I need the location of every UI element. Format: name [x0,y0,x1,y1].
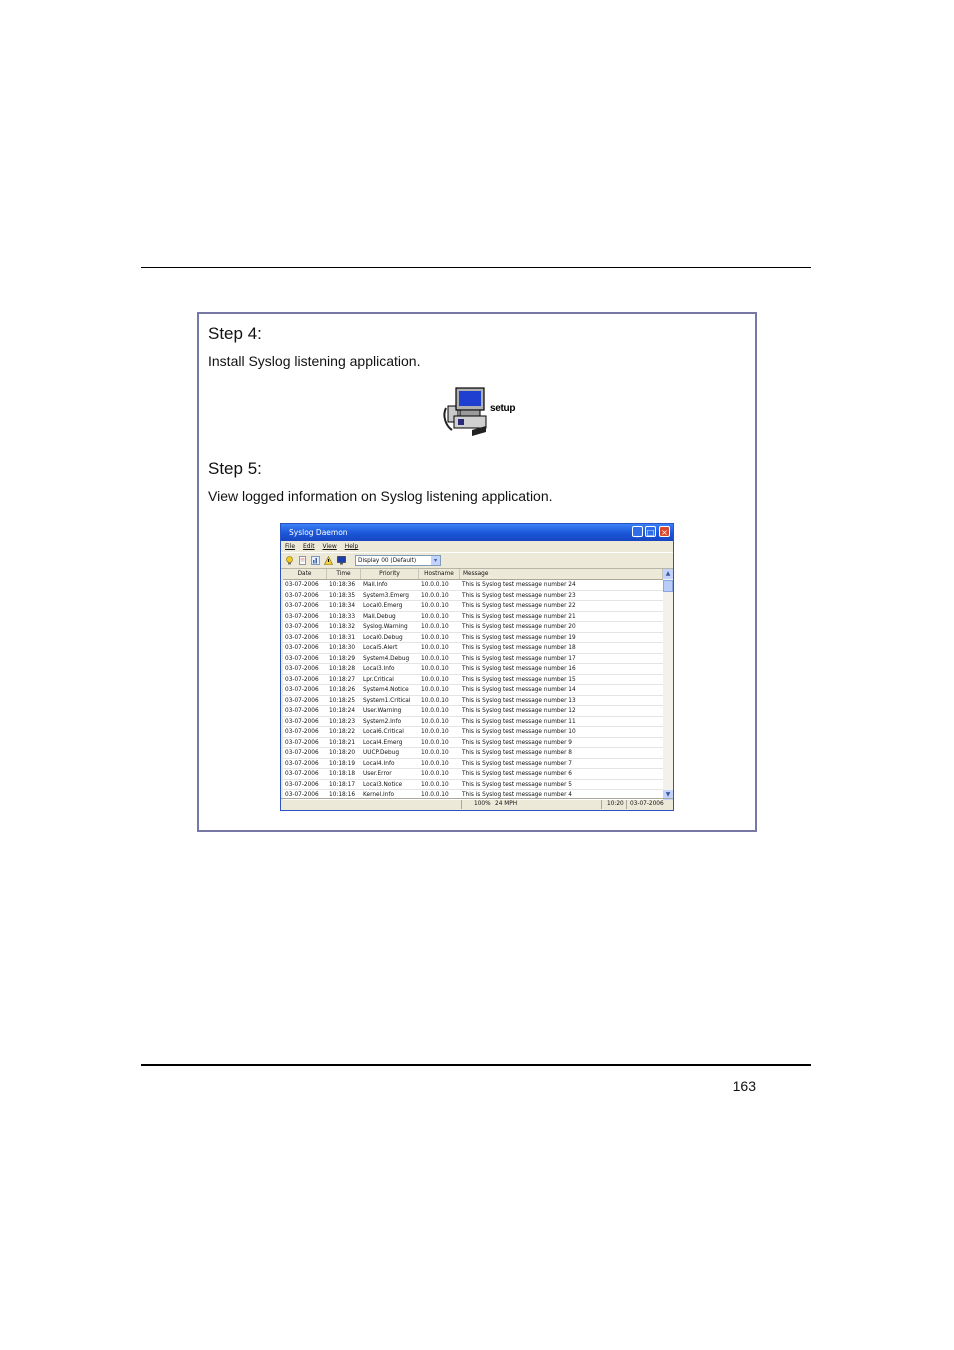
cell-priority: Mail.Info [363,582,388,588]
chart-icon[interactable] [311,556,320,565]
document-icon[interactable] [298,556,307,565]
cell-priority: System4.Debug [363,655,410,662]
scroll-thumb[interactable] [663,580,673,592]
table-row[interactable] [283,643,663,654]
table-row[interactable] [283,696,663,707]
cell-date: 03-07-2006 [285,739,319,746]
cell-priority: Local5.Alert [363,645,398,651]
cell-priority: System2.Info [363,718,402,725]
display-select[interactable] [355,555,441,566]
step5-text: View logged information on Syslog listening application. [208,488,553,504]
cell-priority: System4.Notice [363,687,409,693]
column-date[interactable]: Date [283,569,327,579]
cell-date: 03-07-2006 [285,687,319,693]
cell-date: 03-07-2006 [285,634,319,641]
cell-priority: Kernel.Info [363,792,395,798]
table-row[interactable] [283,580,663,591]
cell-time: 10:18:33 [329,613,356,620]
table-row[interactable] [283,612,663,623]
cell-date: 03-07-2006 [285,781,319,788]
lightbulb-icon[interactable] [285,556,294,565]
monitor-icon[interactable] [337,556,346,565]
status-date: 03-07-2006 [630,801,664,807]
cell-message: This is Syslog test message number 16 [462,666,576,672]
window-title: Syslog Daemon [289,528,348,537]
menu-view[interactable]: View [322,543,337,550]
syslog-window [280,523,674,811]
cell-date: 03-07-2006 [285,592,319,599]
display-select-value: Display 00 (Default) [358,558,417,564]
cell-time: 10:18:27 [329,676,356,683]
cell-priority: Local0.Emerg [363,603,403,609]
cell-date: 03-07-2006 [285,760,319,767]
cell-hostname: 10.0.0.10 [421,697,449,704]
menu-help[interactable]: Help [344,543,359,550]
cell-priority: Lpr.Critical [363,676,394,683]
table-row[interactable] [283,748,663,759]
scroll-down-icon[interactable]: ▼ [663,790,673,800]
cell-message: This is Syslog test message number 10 [462,729,576,735]
cell-time: 10:18:35 [329,592,356,599]
table-row[interactable] [283,664,663,675]
cell-message: This is Syslog test message number 15 [462,676,576,683]
cell-priority: Local4.Emerg [363,739,403,746]
cell-hostname: 10.0.0.10 [421,666,449,672]
cell-priority: Syslog.Warning [363,624,408,630]
cell-time: 10:18:21 [329,739,356,746]
cell-time: 10:18:24 [329,708,356,714]
cell-date: 03-07-2006 [285,624,319,630]
table-row[interactable] [283,633,663,644]
cell-message: This is Syslog test message number 6 [462,771,572,777]
cell-time: 10:18:28 [329,666,356,672]
cell-date: 03-07-2006 [285,771,319,777]
cell-message: This is Syslog test message number 13 [462,697,576,704]
cell-date: 03-07-2006 [285,750,319,756]
chevron-down-icon[interactable]: ▾ [431,556,440,565]
cell-time: 10:18:17 [329,781,356,788]
cell-date: 03-07-2006 [285,613,319,620]
step5-heading: Step 5: [208,459,262,478]
cell-hostname: 10.0.0.10 [421,781,449,788]
status-bar [281,798,673,810]
cell-message: This is Syslog test message number 8 [462,750,572,756]
status-percent: 100% [474,801,491,807]
vertical-scrollbar[interactable] [663,569,673,800]
cell-time: 10:18:25 [329,697,356,704]
cell-date: 03-07-2006 [285,655,319,662]
cell-date: 03-07-2006 [285,603,319,609]
log-table [283,569,663,800]
cell-time: 10:18:22 [329,729,356,735]
setup-label: setup [490,403,516,414]
menu-edit[interactable]: Edit [302,543,315,550]
header-rule [141,267,811,268]
table-row[interactable] [283,685,663,696]
window-titlebar[interactable] [281,524,673,541]
menu-bar [281,541,673,552]
cell-message: This is Syslog test message number 17 [462,655,576,662]
cell-priority: Local3.Info [363,666,395,672]
cell-priority: Mail.Debug [363,613,396,620]
cell-hostname: 10.0.0.10 [421,739,449,746]
cell-priority: System3.Emerg [363,592,409,599]
cell-message: This is Syslog test message number 21 [462,613,576,620]
cell-priority: User.Warning [363,708,402,714]
minimize-button[interactable]: _ [632,526,643,537]
footer-rule [141,1064,811,1066]
table-header [283,569,663,580]
cell-hostname: 10.0.0.10 [421,613,449,620]
cell-message: This is Syslog test message number 12 [462,708,576,714]
table-row[interactable] [283,622,663,633]
warning-icon[interactable] [324,556,333,565]
cell-date: 03-07-2006 [285,645,319,651]
step4-heading: Step 4: [208,324,262,343]
cell-priority: Local0.Debug [363,634,403,641]
cell-hostname: 10.0.0.10 [421,634,449,641]
cell-hostname: 10.0.0.10 [421,655,449,662]
table-row[interactable] [283,591,663,602]
cell-hostname: 10.0.0.10 [421,687,449,693]
instructions-panel [197,312,757,832]
cell-priority: Local6.Critical [363,729,404,735]
cell-time: 10:18:32 [329,624,356,630]
column-hostname[interactable]: Hostname [419,569,460,579]
cell-hostname: 10.0.0.10 [421,708,449,714]
cell-time: 10:18:18 [329,771,356,777]
cell-priority: Local4.Info [363,760,395,767]
cell-hostname: 10.0.0.10 [421,771,449,777]
cell-date: 03-07-2006 [285,582,319,588]
cell-date: 03-07-2006 [285,792,319,798]
cell-hostname: 10.0.0.10 [421,624,449,630]
cell-hostname: 10.0.0.10 [421,603,449,609]
cell-time: 10:18:34 [329,603,356,609]
cell-time: 10:18:20 [329,750,356,756]
table-row[interactable] [283,717,663,728]
cell-time: 10:18:23 [329,718,356,725]
cell-message: This is Syslog test message number 14 [462,687,576,693]
column-priority[interactable]: Priority [361,569,419,579]
cell-hostname: 10.0.0.10 [421,718,449,725]
cell-message: This is Syslog test message number 9 [462,739,572,746]
table-row[interactable] [283,759,663,770]
cell-hostname: 10.0.0.10 [421,760,449,767]
cell-hostname: 10.0.0.10 [421,729,449,735]
table-row[interactable] [283,601,663,612]
step4-text: Install Syslog listening application. [208,353,421,369]
cell-time: 10:18:30 [329,645,356,651]
status-rate: 24 MPH [495,801,518,807]
cell-date: 03-07-2006 [285,718,319,725]
cell-time: 10:18:19 [329,760,356,767]
cell-hostname: 10.0.0.10 [421,750,449,756]
column-time[interactable]: Time [327,569,361,579]
table-row[interactable] [283,769,663,780]
table-row[interactable] [283,706,663,717]
cell-message: This is Syslog test message number 11 [462,718,576,725]
page-number: 163 [732,1078,756,1094]
cell-date: 03-07-2006 [285,708,319,714]
cell-message: This is Syslog test message number 22 [462,603,576,609]
table-body [283,580,663,800]
toolbar [281,552,673,569]
cell-message: This is Syslog test message number 5 [462,781,572,788]
cell-time: 10:18:16 [329,792,356,798]
cell-date: 03-07-2006 [285,666,319,672]
cell-hostname: 10.0.0.10 [421,676,449,683]
cell-message: This is Syslog test message number 23 [462,592,576,599]
status-time: 10:20 [607,801,624,807]
cell-date: 03-07-2006 [285,729,319,735]
cell-hostname: 10.0.0.10 [421,592,449,599]
table-row[interactable] [283,675,663,686]
cell-time: 10:18:36 [329,582,356,588]
cell-time: 10:18:26 [329,687,356,693]
cell-date: 03-07-2006 [285,697,319,704]
cell-hostname: 10.0.0.10 [421,792,449,798]
cell-priority: System1.Critical [363,697,411,704]
table-row[interactable] [283,738,663,749]
maximize-button[interactable]: □ [646,528,655,537]
cell-hostname: 10.0.0.10 [421,645,449,651]
table-row[interactable] [283,780,663,791]
cell-message: This is Syslog test message number 18 [462,645,576,651]
cell-priority: Local3.Notice [363,781,403,788]
close-button[interactable]: × [659,526,670,537]
cell-time: 10:18:29 [329,655,356,662]
cell-time: 10:18:31 [329,634,356,641]
cell-message: This is Syslog test message number 20 [462,624,576,630]
cell-message: This is Syslog test message number 4 [462,792,572,798]
cell-priority: User.Error [363,771,392,777]
cell-message: This is Syslog test message number 7 [462,760,572,767]
scroll-up-icon[interactable]: ▲ [663,569,673,579]
cell-message: This is Syslog test message number 19 [462,634,576,641]
cell-date: 03-07-2006 [285,676,319,683]
cell-message: This is Syslog test message number 24 [462,582,576,588]
menu-file[interactable]: File [285,543,296,550]
table-row[interactable] [283,654,663,665]
cell-hostname: 10.0.0.10 [421,582,449,588]
table-row[interactable] [283,727,663,738]
cell-priority: UUCP.Debug [363,750,400,756]
column-message[interactable]: Message [460,569,663,579]
